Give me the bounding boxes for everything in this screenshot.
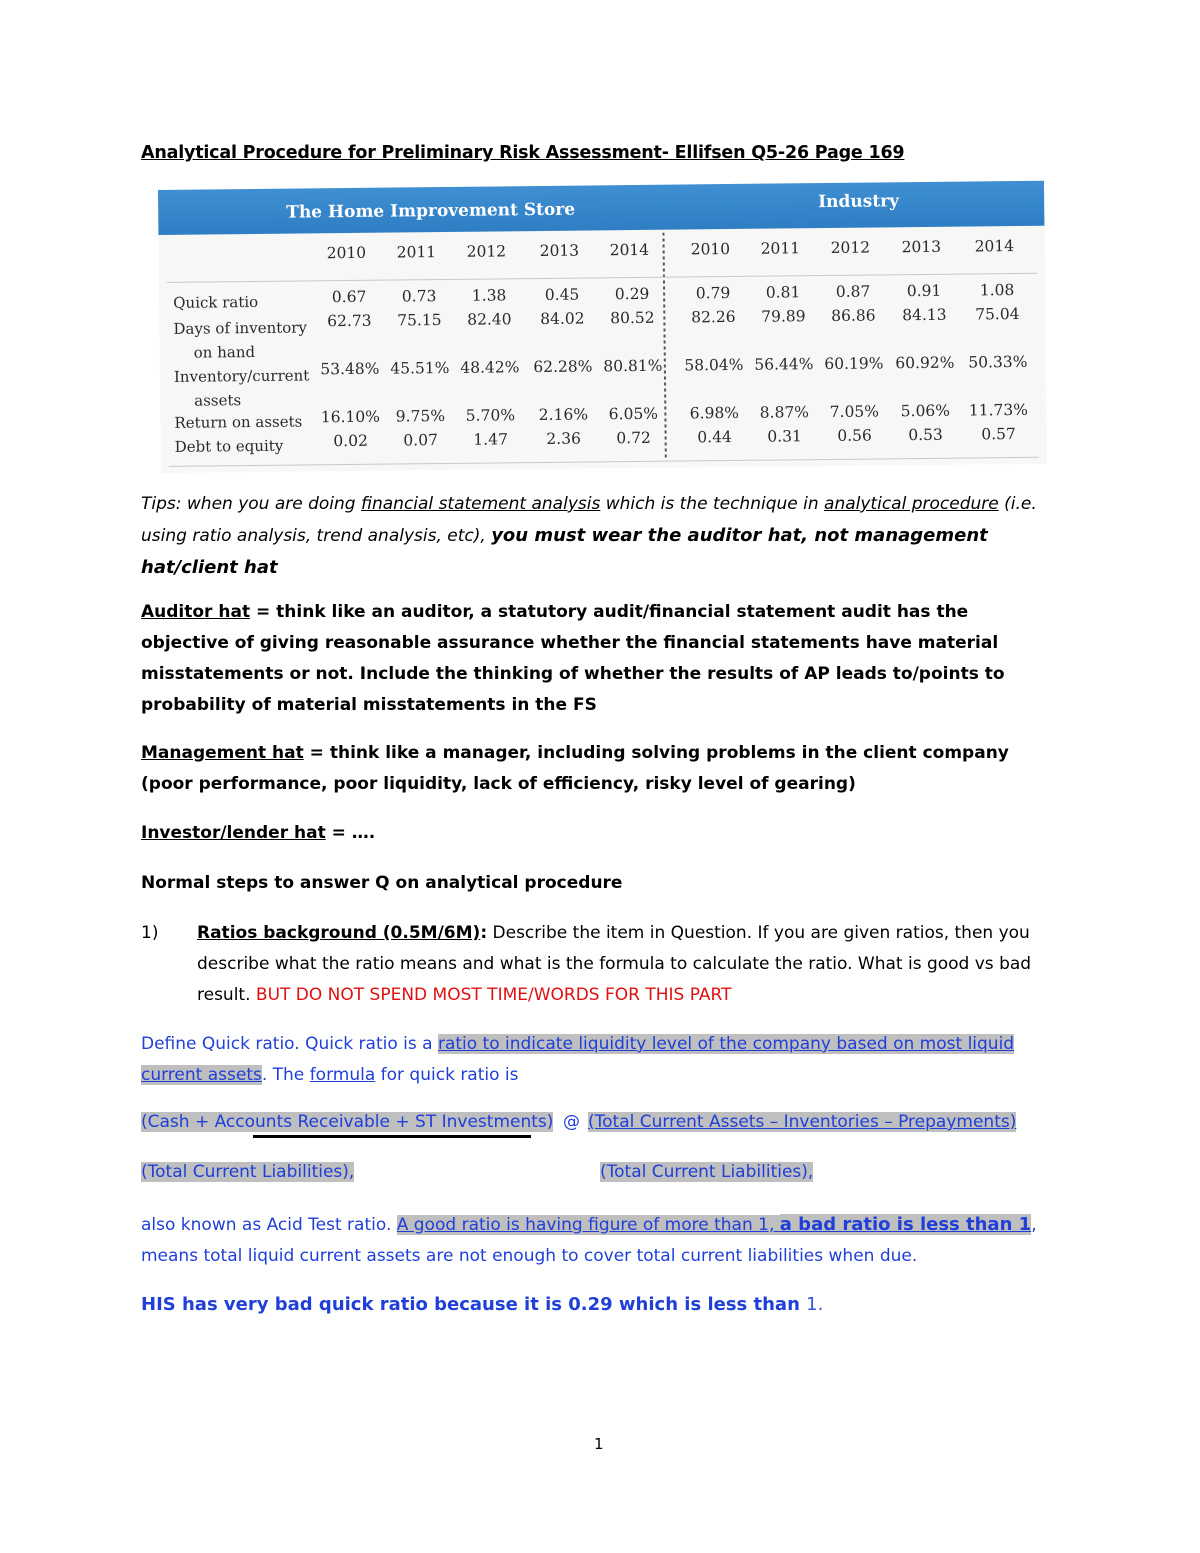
management-hat-paragraph <box>141 738 1061 800</box>
define-highlight: ratio to indicate liquidity level of the company based on most liquid current assets <box>141 1034 1015 1085</box>
bottom-rule <box>169 457 1039 467</box>
industry-header: Industry <box>818 191 900 213</box>
table-cell: 2.16% <box>538 405 589 425</box>
formula-numerator-1: (Cash + Accounts Receivable + ST Investments) <box>141 1112 554 1132</box>
table-cell: 11.73% <box>968 400 1028 420</box>
table-cell: 82.26 <box>691 307 736 327</box>
column-divider <box>662 233 666 461</box>
year-header: 2014 <box>974 237 1015 256</box>
investor-hat-paragraph <box>141 818 1061 849</box>
table-cell: 0.07 <box>403 431 438 450</box>
table-cell: 1.47 <box>473 430 508 449</box>
table-cell: 84.13 <box>902 305 947 325</box>
define-text: for quick ratio is <box>375 1065 519 1085</box>
table-cell: 45.51% <box>390 358 450 378</box>
year-header: 2010 <box>690 240 731 259</box>
table-cell: 0.72 <box>616 428 651 448</box>
formula-denominator-1: (Total Current Liabilities), <box>141 1162 355 1182</box>
table-cell: 60.92% <box>895 353 955 373</box>
year-header: 2013 <box>901 237 942 257</box>
table-cell: 0.31 <box>767 427 802 446</box>
acid-bad-ratio: a bad ratio is less than 1 <box>779 1214 1032 1235</box>
table-cell: 80.52 <box>610 308 655 328</box>
year-header: 2012 <box>830 238 871 257</box>
table-cell: 0.79 <box>695 284 731 303</box>
year-header: 2012 <box>466 242 507 261</box>
his-conclusion <box>141 1289 1061 1320</box>
table-cell: 62.73 <box>327 311 372 331</box>
table-cell: 0.67 <box>331 287 367 307</box>
step-1-warning: BUT DO NOT SPEND MOST TIME/WORDS FOR THIS PART <box>255 985 732 1005</box>
table-cell: 58.04% <box>684 355 744 375</box>
define-formula-word: formula <box>309 1065 376 1085</box>
tips-text: Tips: when you are doing <box>141 494 361 514</box>
auditor-hat-label: Auditor hat <box>141 602 251 622</box>
table-cell: 79.89 <box>761 307 806 326</box>
table-cell: 0.91 <box>906 281 942 301</box>
management-hat-text: = think like a manager, including solving problems in the client company (poor performance, poor liquidity, lack of efficiency, risky level of gearing) <box>141 743 1009 794</box>
define-text: . The <box>261 1065 310 1085</box>
formula-denominator-2: (Total Current Liabilities), <box>600 1162 814 1182</box>
acid-text: also known as Acid Test ratio. <box>141 1215 397 1235</box>
year-header: 2013 <box>539 241 580 261</box>
table-cell: 53.48% <box>320 359 380 379</box>
table-cell: 0.57 <box>981 425 1016 444</box>
year-header: 2011 <box>760 239 801 258</box>
table-cell: 86.86 <box>831 306 876 325</box>
document-title: Analytical Procedure for Preliminary Risk Assessment- Ellifsen Q5-26 Page 169 <box>141 143 905 163</box>
steps-heading: Normal steps to answer Q on analytical procedure <box>141 873 623 893</box>
tips-paragraph <box>141 489 1061 584</box>
table-cell: 0.45 <box>544 285 580 304</box>
table-cell: 60.19% <box>824 354 884 374</box>
table-cell: 5.70% <box>465 406 516 425</box>
table-cell: 1.08 <box>979 281 1015 300</box>
table-cell: 1.38 <box>471 286 507 305</box>
table-cell: 48.42% <box>460 358 520 377</box>
tips-text: which is the technique in <box>600 494 825 514</box>
table-cell: 75.15 <box>397 311 442 330</box>
auditor-hat-text: = think like an auditor, a statutory audit/financial statement audit has the objective of giving reasonable assurance whether the financial statements have material misstatements or not. Include the thinking of whether the results of AP leads to/points to probability of material misstatements in the FS <box>141 602 1005 715</box>
table-cell: 9.75% <box>395 407 446 426</box>
his-number: 1. <box>806 1294 824 1315</box>
table-cell: 80.81% <box>603 356 663 376</box>
define-text: Define Quick ratio. Quick ratio is a <box>141 1034 438 1054</box>
fraction-bar <box>253 1135 531 1138</box>
page-number: 1 <box>594 1435 604 1453</box>
row-label: Days of inventory on hand <box>173 318 307 362</box>
step-1-colon: : <box>480 923 488 943</box>
table-cell: 75.04 <box>975 304 1020 324</box>
step-1-label: Ratios background (0.5M/6M) <box>197 923 481 943</box>
table-cell: 8.87% <box>759 403 810 422</box>
investor-hat-label: Investor/lender hat <box>141 823 326 843</box>
table-cell: 6.98% <box>689 403 740 423</box>
table-cell: 0.44 <box>697 428 732 447</box>
table-cell: 0.29 <box>614 284 650 304</box>
table-cell: 0.53 <box>908 425 943 445</box>
step-1-paragraph <box>197 918 1067 1011</box>
table-cell: 84.02 <box>540 309 585 329</box>
year-header: 2014 <box>609 240 650 260</box>
table-cell: 0.87 <box>835 282 871 301</box>
formula-numerator-2: (Total Current Assets – Inventories – Prepayments) <box>588 1112 1017 1132</box>
acid-good-ratio: A good ratio is having figure of more than 1, <box>396 1215 780 1235</box>
tips-fsa: financial statement analysis <box>361 494 601 514</box>
auditor-hat-paragraph <box>141 597 1061 721</box>
table-cell: 0.02 <box>333 431 368 451</box>
table-cell: 6.05% <box>608 404 659 424</box>
his-text: HIS has very bad quick ratio because it is 0.29 which is less than <box>141 1294 807 1315</box>
table-cell: 0.73 <box>401 287 437 306</box>
store-header: The Home Improvement Store <box>286 199 576 223</box>
tips-emphasis: you must wear the auditor hat, not management hat/client hat <box>141 525 988 578</box>
year-header: 2011 <box>396 243 437 262</box>
row-label: Inventory/current assets <box>173 366 310 410</box>
table-cell: 82.40 <box>467 310 512 329</box>
tips-text: (i.e. using ratio analysis, trend analysis, etc), <box>141 494 1037 546</box>
table-cell: 0.56 <box>837 426 872 445</box>
management-hat-label: Management hat <box>141 743 304 763</box>
table-cell: 7.05% <box>829 402 880 421</box>
define-paragraph <box>141 1029 1061 1091</box>
acid-text: , means total liquid current assets are not enough to cover total current liabilities when due. <box>141 1215 1037 1266</box>
table-cell: 62.28% <box>533 357 593 377</box>
step-1-text: Describe the item in Question. If you are given ratios, then you describe what the ratio means and what is the formula to calculate the ratio. What is good vs bad result. <box>197 923 1032 1005</box>
ratio-table-image <box>158 181 1047 473</box>
formula-or-symbol: @ <box>563 1112 580 1132</box>
table-cell: 2.36 <box>546 429 581 448</box>
row-label: Debt to equity <box>174 436 284 456</box>
row-label: Return on assets <box>174 412 303 432</box>
table-cell: 16.10% <box>320 407 381 427</box>
table-cell: 5.06% <box>900 401 951 421</box>
year-header: 2010 <box>326 243 367 263</box>
acid-test-paragraph <box>141 1209 1061 1272</box>
row-label: Quick ratio <box>173 292 259 312</box>
table-cell: 56.44% <box>754 355 814 374</box>
table-cell: 50.33% <box>968 352 1028 372</box>
table-cell: 0.81 <box>765 283 801 302</box>
step-number: 1) <box>141 923 159 943</box>
tips-ap: analytical procedure <box>824 494 999 514</box>
investor-hat-text: = …. <box>325 823 376 843</box>
